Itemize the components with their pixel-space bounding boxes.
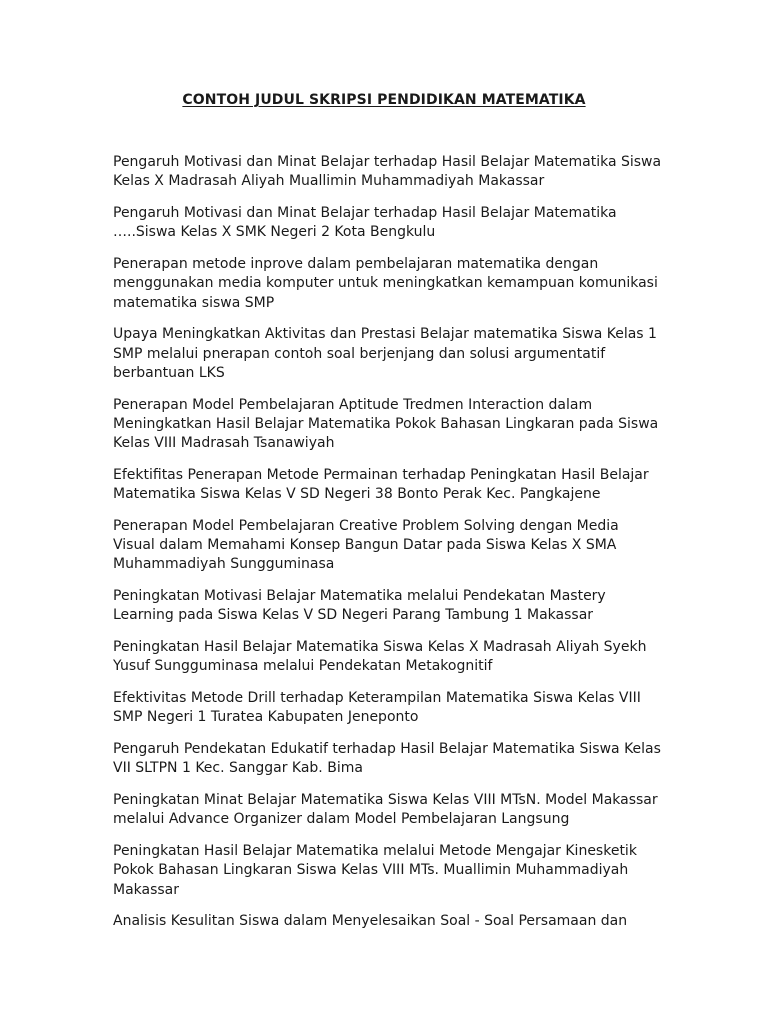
thesis-title-line: Efektifitas Penerapan Metode Permainan terhadap Peningkatan Hasil Belajar xyxy=(113,466,649,483)
thesis-title-item xyxy=(113,842,658,900)
thesis-title-line: Yusuf Sungguminasa melalui Pendekatan Metakognitif xyxy=(113,658,493,675)
thesis-title-line: Penerapan Model Pembelajaran Creative Problem Solving dengan Media xyxy=(113,517,619,534)
thesis-title-line: Peningkatan Hasil Belajar Matematika melalui Metode Mengajar Kinesketik xyxy=(113,843,637,859)
thesis-title-line: Pokok Bahasan Lingkaran Siswa Kelas VIII MTs. Muallimin Muhammadiyah xyxy=(113,862,629,879)
thesis-title-line: Analisis Kesulitan Siswa dalam Menyelesaikan Soal - Soal Persamaan dan xyxy=(113,913,628,930)
thesis-title-line: Matematika Siswa Kelas V SD Negeri 38 Bonto Perak Kec. Pangkajene xyxy=(113,486,601,503)
thesis-title-item xyxy=(113,325,658,383)
thesis-title-line: Peningkatan Motivasi Belajar Matematika melalui Pendekatan Mastery xyxy=(113,588,606,605)
thesis-title-line: Peningkatan Hasil Belajar Matematika Siswa Kelas X Madrasah Aliyah Syekh xyxy=(113,639,647,656)
thesis-title-line: Upaya Meningkatkan Aktivitas dan Prestasi Belajar matematika Siswa Kelas 1 xyxy=(113,326,657,343)
document-title-text: CONTOH JUDUL SKRIPSI PENDIDIKAN MATEMATIKA xyxy=(182,92,586,108)
thesis-title-line: …..Siswa Kelas X SMK Negeri 2 Kota Bengkulu xyxy=(113,224,436,241)
thesis-title-line: Muhammadiyah Sungguminasa xyxy=(113,556,335,573)
thesis-title-item xyxy=(113,587,658,626)
thesis-title-line: Efektivitas Metode Drill terhadap Keterampilan Matematika Siswa Kelas VIII xyxy=(113,690,641,707)
thesis-title-item xyxy=(113,740,661,779)
thesis-title-line: Kelas X Madrasah Aliyah Muallimin Muhammadiyah Makassar xyxy=(113,173,545,190)
thesis-title-line: Kelas VIII Madrasah Tsanawiyah xyxy=(113,435,335,452)
thesis-title-line: berbantuan LKS xyxy=(113,364,225,381)
thesis-title-item xyxy=(113,255,658,313)
thesis-title-line: Penerapan Model Pembelajaran Aptitude Tredmen Interaction dalam xyxy=(113,396,593,413)
thesis-title-line: Pengaruh Motivasi dan Minat Belajar terhadap Hasil Belajar Matematika Siswa xyxy=(113,154,662,170)
thesis-title-item xyxy=(113,204,658,243)
thesis-title-line: Peningkatan Minat Belajar Matematika Siswa Kelas VIII MTsN. Model Makassar xyxy=(113,792,658,809)
thesis-title-line: Pengaruh Motivasi dan Minat Belajar terhadap Hasil Belajar Matematika xyxy=(113,204,617,221)
thesis-title-item xyxy=(113,638,658,677)
thesis-title-line: Makassar xyxy=(113,881,180,898)
document-title xyxy=(0,92,768,108)
thesis-title-line: matematika siswa SMP xyxy=(113,294,275,311)
thesis-title-line: Meningkatkan Hasil Belajar Matematika Pokok Bahasan Lingkaran pada Siswa xyxy=(113,415,659,432)
thesis-title-list xyxy=(113,153,662,944)
thesis-title-line: melalui Advance Organizer dalam Model Pembelajaran Langsung xyxy=(113,811,570,828)
thesis-title-line: Learning pada Siswa Kelas V SD Negeri Parang Tambung 1 Makassar xyxy=(113,607,594,624)
thesis-title-item xyxy=(113,396,658,454)
thesis-title-item xyxy=(113,153,662,192)
thesis-title-item xyxy=(113,689,658,728)
thesis-title-line: menggunakan media komputer untuk meningkatkan kemampuan komunikasi xyxy=(113,275,658,292)
thesis-title-item xyxy=(113,791,658,830)
thesis-title-item xyxy=(113,466,658,505)
thesis-title-item xyxy=(113,517,658,575)
thesis-title-line: VII SLTPN 1 Kec. Sanggar Kab. Bima xyxy=(113,760,363,777)
thesis-title-line: SMP Negeri 1 Turatea Kabupaten Jeneponto xyxy=(113,709,419,726)
thesis-title-line: Penerapan metode inprove dalam pembelajaran matematika dengan xyxy=(113,255,599,272)
thesis-title-line: Visual dalam Memahami Konsep Bangun Datar pada Siswa Kelas X SMA xyxy=(113,537,617,554)
thesis-title-line: Pengaruh Pendekatan Edukatif terhadap Hasil Belajar Matematika Siswa Kelas xyxy=(113,741,661,758)
thesis-title-item xyxy=(113,912,658,931)
thesis-title-line: SMP melalui pnerapan contoh soal berjenjang dan solusi argumentatif xyxy=(113,345,606,362)
